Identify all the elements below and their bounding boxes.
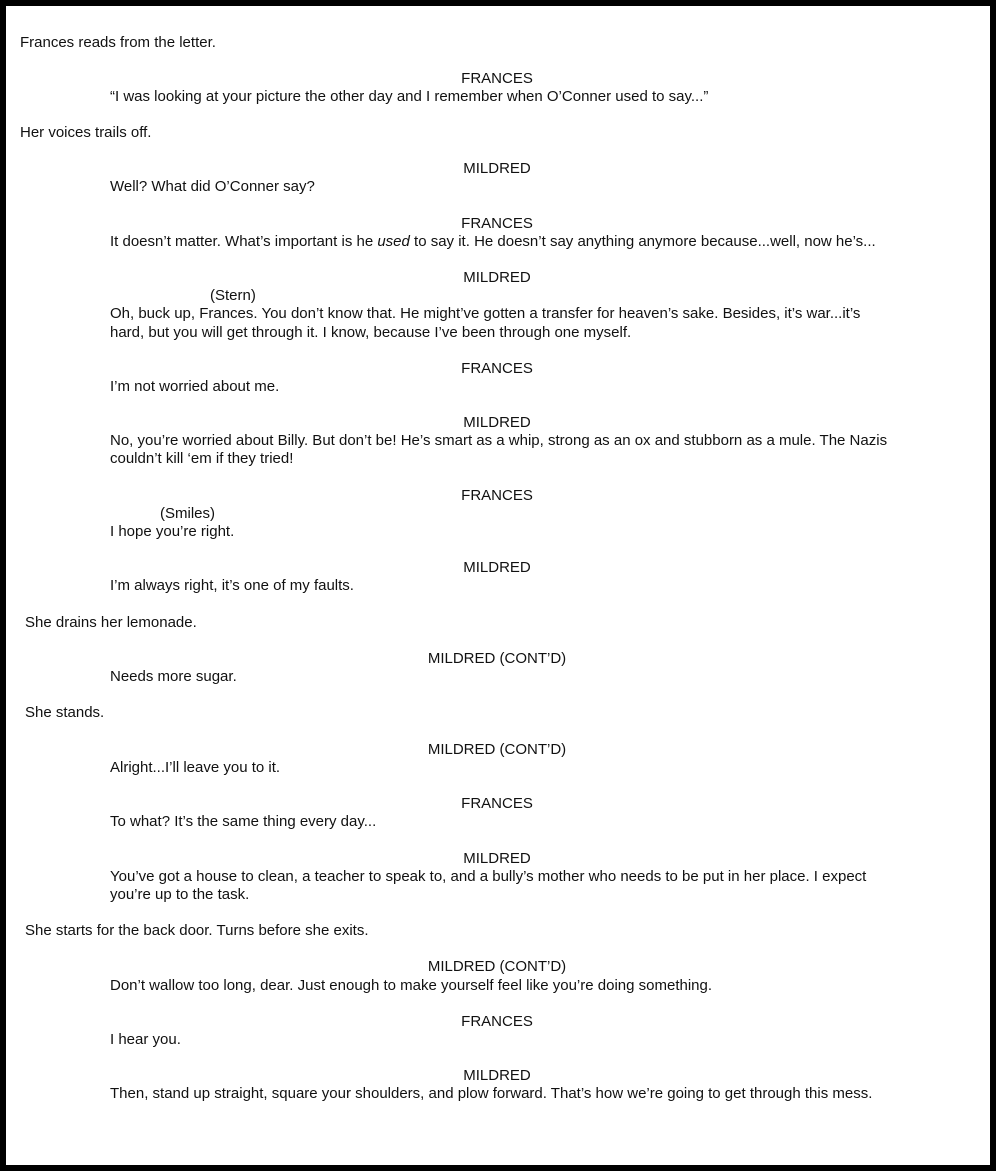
dialogue-line: hard, but you will get through it. I know, because I’ve been through one myself. [110,324,632,341]
character-cue: FRANCES [461,487,533,504]
dialogue-line: Then, stand up straight, square your shoulders, and plow forward. That’s how we’re going to get through this mess. [110,1085,873,1102]
character-cue: MILDRED [463,269,531,286]
dialogue-line: “I was looking at your picture the other day and I remember when O’Conner used to say...” [110,88,709,105]
action-line: She drains her lemonade. [25,614,197,631]
character-cue: MILDRED [463,1067,531,1084]
dialogue-line: Oh, buck up, Frances. You don’t know that. He might’ve gotten a transfer for heaven’s sake. Besides, it’s war...it’s [110,305,861,322]
character-cue: FRANCES [461,360,533,377]
parenthetical: (Stern) [210,287,256,304]
dialogue-line: I’m always right, it’s one of my faults. [110,577,354,594]
character-cue: MILDRED [463,414,531,431]
dialogue-line: To what? It’s the same thing every day... [110,813,377,830]
dialogue-line: Alright...I’ll leave you to it. [110,759,281,776]
character-cue: FRANCES [461,1013,533,1030]
action-line: She stands. [25,704,105,721]
dialogue-text-post: to say it. He doesn’t say anything anymore because...well, now he’s... [409,233,876,250]
character-cue: MILDRED [463,160,531,177]
dialogue-line: I hear you. [110,1031,181,1048]
character-cue: MILDRED [463,850,531,867]
action-line: Frances reads from the letter. [20,34,216,51]
dialogue-line: I hope you’re right. [110,523,235,540]
character-cue: MILDRED (CONT’D) [427,958,567,975]
dialogue-line: Well? What did O’Conner say? [110,178,315,195]
dialogue-line: Don’t wallow too long, dear. Just enough to make yourself feel like you’re doing something. [110,977,713,994]
script-page [6,6,990,1165]
action-line: She starts for the back door. Turns before she exits. [25,922,369,939]
dialogue-text-pre: It doesn’t matter. What’s important is he [110,233,378,250]
dialogue-line: you’re up to the task. [110,886,250,903]
action-line: Her voices trails off. [20,124,152,141]
character-cue: FRANCES [461,70,533,87]
character-cue: MILDRED (CONT’D) [427,741,567,758]
dialogue-line: Needs more sugar. [110,668,237,685]
dialogue-line: couldn’t kill ‘em if they tried! [110,450,294,467]
character-cue: MILDRED [463,559,531,576]
dialogue-emphasis: used [377,233,410,250]
character-cue: FRANCES [461,215,533,232]
dialogue-line: You’ve got a house to clean, a teacher to speak to, and a bully’s mother who needs to be put in her place. I expect [110,868,867,885]
dialogue-line [110,233,980,251]
dialogue-line: No, you’re worried about Billy. But don’t be! He’s smart as a whip, strong as an ox and stubborn as a mule. The Nazis [110,432,888,449]
character-cue: FRANCES [461,795,533,812]
dialogue-line: I’m not worried about me. [110,378,280,395]
character-cue: MILDRED (CONT’D) [427,650,567,667]
parenthetical: (Smiles) [160,505,215,522]
